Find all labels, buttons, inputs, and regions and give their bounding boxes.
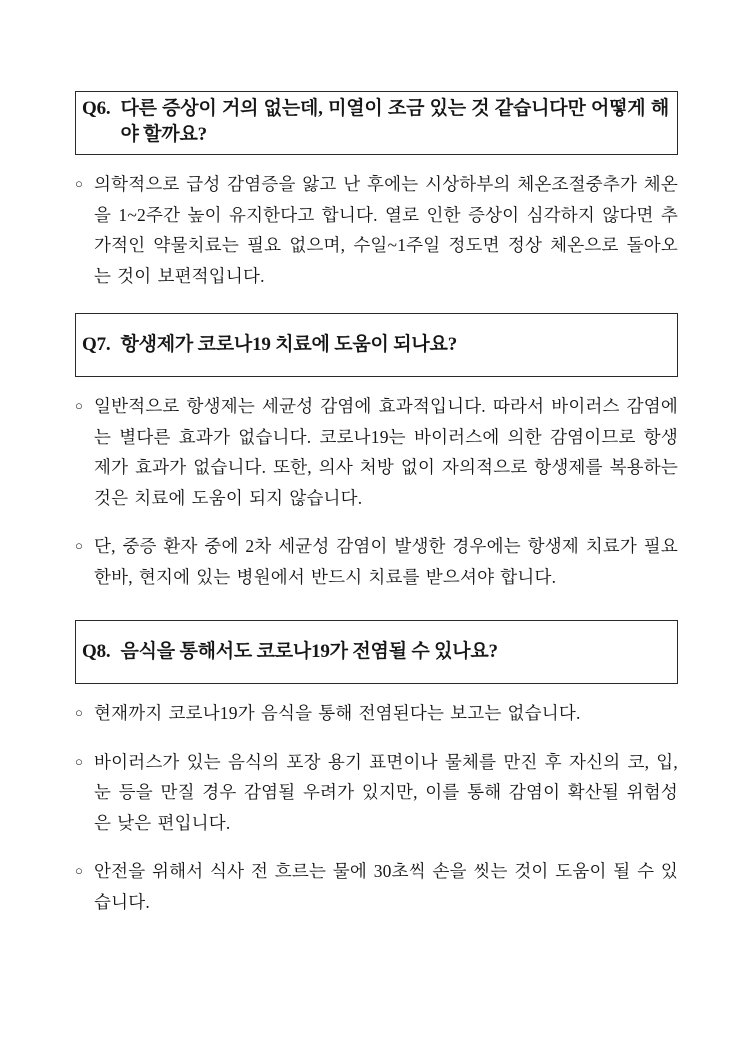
bullet-icon: ○ bbox=[75, 753, 83, 769]
answer-text-q8-3: 안전을 위해서 식사 전 흐르는 물에 30초씩 손을 씻는 것이 도움이 될 수 있습니다. bbox=[94, 861, 678, 912]
faq-content bbox=[75, 0, 678, 917]
question-box-q8 bbox=[75, 620, 678, 684]
bullet-icon: ○ bbox=[75, 705, 83, 720]
bullet-icon: ○ bbox=[75, 863, 83, 878]
bullet-icon: ○ bbox=[75, 398, 83, 413]
answer-paragraph-q8-2 bbox=[75, 747, 678, 839]
bullet-icon: ○ bbox=[75, 538, 83, 553]
answer-paragraph-q8-1 bbox=[75, 698, 678, 729]
answer-text-q7-2: 단, 중증 환자 중에 2차 세균성 감염이 발생한 경우에는 항생제 치료가 필요한바, 현지에 있는 병원에서 반드시 치료를 받으셔야 합니다. bbox=[94, 536, 678, 587]
answer-paragraph-q8-3 bbox=[75, 856, 678, 917]
question-number-q8: Q8. bbox=[82, 641, 111, 662]
bullet-icon: ○ bbox=[75, 176, 83, 191]
answer-text-q8-1: 현재까지 코로나19가 음식을 통해 전염된다는 보고는 없습니다. bbox=[94, 703, 581, 723]
answer-text-q7-1: 일반적으로 항생제는 세균성 감염에 효과적입니다. 따라서 바이러스 감염에는 별다른 효과가 없습니다. 코로나19는 바이러스에 의한 감염이므로 항생제가 효과가 없습니다. 또한, 의사 처방 없이 자의적으로 항생제를 복용하는 것은 치료에 도움이 되지 않습니다. bbox=[94, 396, 678, 508]
question-number-q6: Q6. bbox=[82, 98, 111, 119]
answer-paragraph-q7-2 bbox=[75, 531, 678, 592]
answer-paragraph-q7-1 bbox=[75, 391, 678, 513]
answer-text-q8-2: 바이러스가 있는 음식의 포장 용기 표면이나 물체를 만진 후 자신의 코, 입, 눈 등을 만질 경우 감염될 우려가 있지만, 이를 통해 감염이 확산될 위험성은 낮은 편입니다. bbox=[94, 751, 678, 833]
question-box-q7 bbox=[75, 313, 678, 377]
question-text-q8: 음식을 통해서도 코로나19가 전염될 수 있나요? bbox=[120, 641, 498, 662]
answer-paragraph-q6-1 bbox=[75, 169, 678, 291]
question-number-q7: Q7. bbox=[82, 334, 111, 355]
answer-text-q6-1: 의학적으로 급성 감염증을 앓고 난 후에는 시상하부의 체온조절중추가 체온을 1~2주간 높이 유지한다고 합니다. 열로 인한 증상이 심각하지 않다면 추가적인 약물치료는 필요 없으며, 수일~1주일 정도면 정상 체온으로 돌아오는 것이 보편적입니다. bbox=[94, 174, 678, 286]
question-text-q6: 다른 증상이 거의 없는데, 미열이 조금 있는 것 같습니다만 어떻게 해야 할까요? bbox=[120, 98, 669, 145]
question-box-q6 bbox=[75, 91, 678, 155]
question-text-q7: 항생제가 코로나19 치료에 도움이 되나요? bbox=[120, 334, 458, 355]
